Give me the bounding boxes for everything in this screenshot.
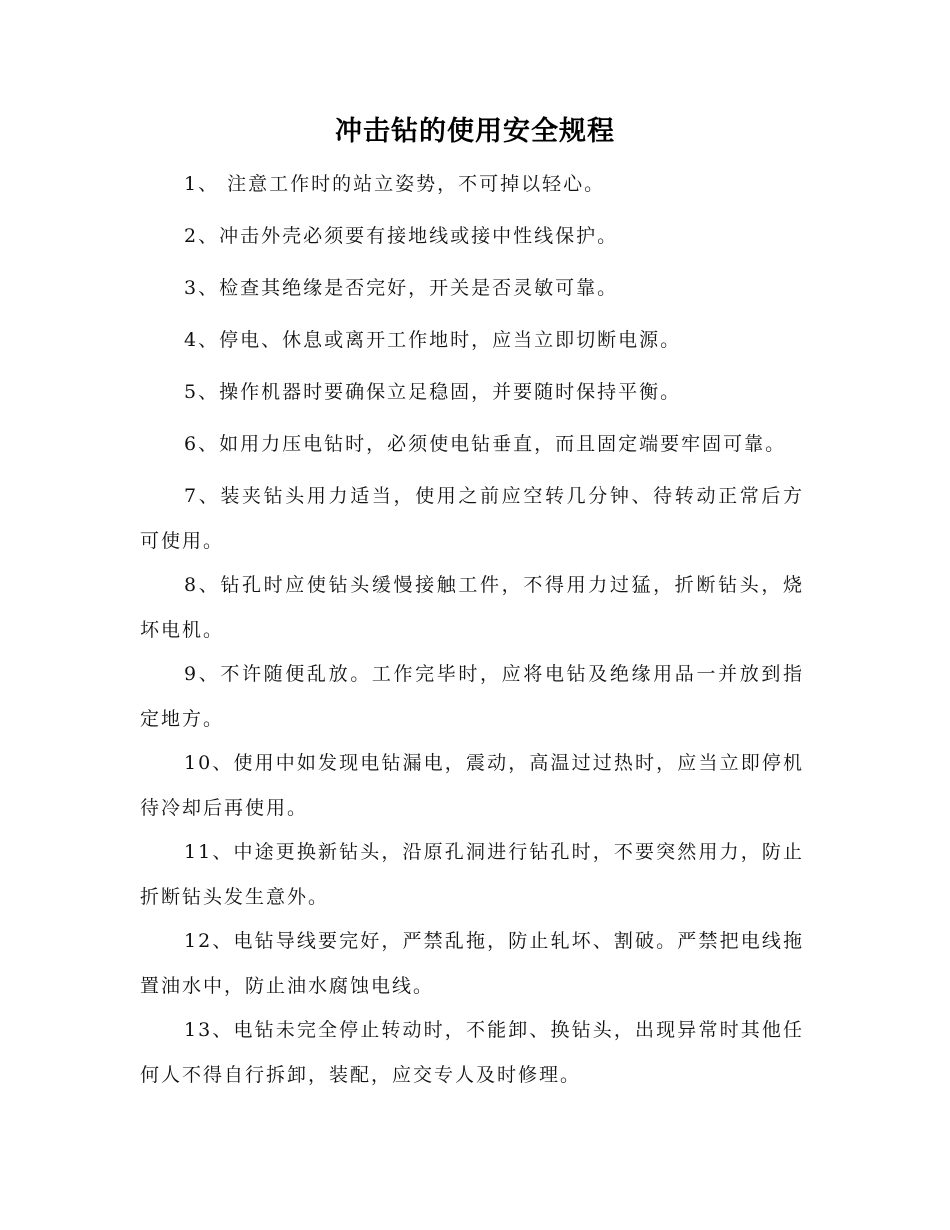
rule-item-10: 10、使用中如发现电钻漏电，震动，高温过过热时，应当立即停机待冷却后再使用。 [140, 752, 804, 819]
rule-item-4: 4、停电、休息或离开工作地时，应当立即切断电源。 [184, 329, 682, 351]
rule-item-1: 1、 注意工作时的站立姿势，不可掉以轻心。 [184, 173, 606, 195]
rule-item-6: 6、如用力压电钻时，必须使电钻垂直，而且固定端要牢固可靠。 [184, 433, 787, 455]
safety-rules-list [140, 162, 804, 1097]
document-title: 冲击钻的使用安全规程 [335, 116, 615, 147]
rule-item-5: 5、操作机器时要确保立足稳固，并要随时保持平衡。 [184, 381, 682, 403]
rule-item-7: 7、装夹钻头用力适当，使用之前应空转几分钟、待转动正常后方可使用。 [140, 485, 804, 552]
rule-item-8: 8、钻孔时应使钻头缓慢接触工件，不得用力过猛，折断钻头，烧坏电机。 [140, 574, 804, 641]
rule-item-9: 9、不许随便乱放。工作完毕时，应将电钻及绝缘用品一并放到指定地方。 [140, 663, 804, 730]
rule-item-2: 2、冲击外壳必须要有接地线或接中性线保护。 [184, 225, 619, 247]
rule-item-12: 12、电钻导线要完好，严禁乱拖，防止轧坏、割破。严禁把电线拖置油水中，防止油水腐蚀电线。 [140, 930, 804, 997]
rule-item-11: 11、中途更换新钻头，沿原孔洞进行钻孔时，不要突然用力，防止折断钻头发生意外。 [140, 841, 804, 908]
rule-item-3: 3、检查其绝缘是否完好，开关是否灵敏可靠。 [184, 277, 619, 299]
rule-item-13: 13、电钻未完全停止转动时，不能卸、换钻头，出现异常时其他任何人不得自行拆卸，装配，应交专人及时修理。 [140, 1019, 804, 1086]
